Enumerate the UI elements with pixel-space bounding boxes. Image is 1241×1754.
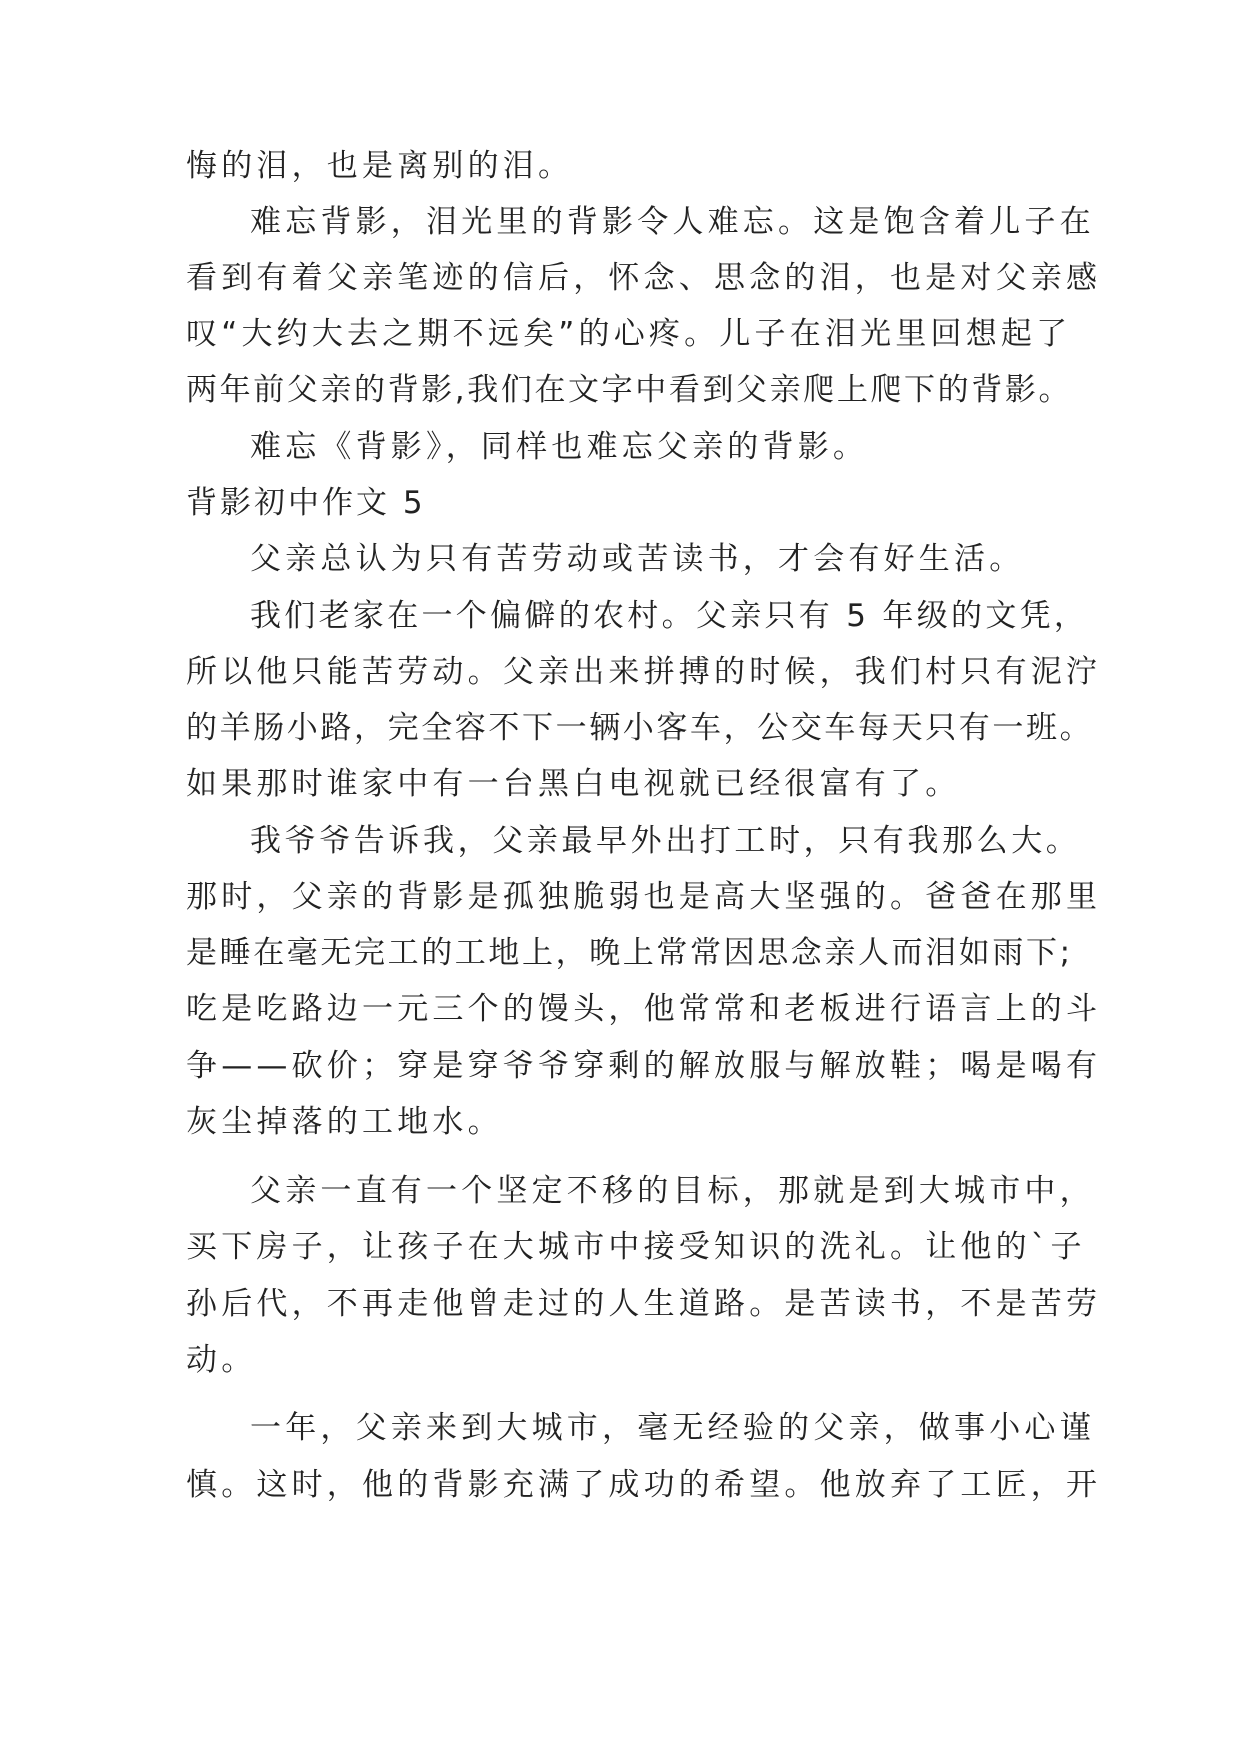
text-line-19: 父亲一直有一个坚定不移的目标，那就是到大城市中， — [250, 1173, 1095, 1209]
section-heading: 背影初中作文 5 — [186, 485, 426, 521]
text-line-14: 那时，父亲的背影是孤独脆弱也是高大坚强的。爸爸在那里 — [186, 879, 1102, 915]
text-line-13: 我爷爷告诉我，父亲最早外出打工时，只有我那么大。 — [250, 823, 1081, 859]
text-line-9: 我们老家在一个偏僻的农村。父亲只有 5 年级的文凭， — [250, 598, 1089, 634]
text-line-17: 争——砍价；穿是穿爷爷穿剩的解放服与解放鞋；喝是喝有 — [186, 1048, 1102, 1084]
text-line-20: 买下房子，让孩子在大城市中接受知识的洗礼。让他的`子 — [186, 1229, 1086, 1265]
text-line-22: 动。 — [186, 1342, 257, 1378]
text-line-8: 父亲总认为只有苦劳动或苦读书，才会有好生活。 — [250, 541, 1025, 577]
text-line-1: 悔的泪，也是离别的泪。 — [186, 148, 574, 184]
text-line-12: 如果那时谁家中有一台黑白电视就已经很富有了。 — [186, 766, 961, 802]
text-line-23: 一年，父亲来到大城市，毫无经验的父亲，做事小心谨 — [250, 1410, 1095, 1446]
text-line-4: 叹“大约大去之期不远矣”的心疼。儿子在泪光里回想起了 — [186, 316, 1072, 352]
text-line-16: 吃是吃路边一元三个的馒头，他常常和老板进行语言上的斗 — [186, 991, 1102, 1027]
text-line-5: 两年前父亲的背影,我们在文字中看到父亲爬上爬下的背影。 — [186, 372, 1073, 408]
text-line-10: 所以他只能苦劳动。父亲出来拼搏的时候，我们村只有泥泞 — [186, 654, 1102, 690]
text-line-2: 难忘背影，泪光里的背影令人难忘。这是饱含着儿子在 — [250, 204, 1095, 240]
text-line-21: 孙后代，不再走他曾走过的人生道路。是苦读书，不是苦劳 — [186, 1286, 1102, 1322]
text-line-15: 是睡在毫无完工的工地上，晚上常常因思念亲人而泪如雨下; — [186, 935, 1073, 971]
text-line-6: 难忘《背影》，同样也难忘父亲的背影。 — [250, 429, 869, 465]
text-line-24: 慎。这时，他的背影充满了成功的希望。他放弃了工匠，开 — [186, 1467, 1102, 1503]
text-line-11: 的羊肠小路，完全容不下一辆小客车，公交车每天只有一班。 — [186, 710, 1094, 746]
text-line-3: 看到有着父亲笔迹的信后，怀念、思念的泪，也是对父亲感 — [186, 260, 1102, 296]
text-line-18: 灰尘掉落的工地水。 — [186, 1104, 503, 1140]
